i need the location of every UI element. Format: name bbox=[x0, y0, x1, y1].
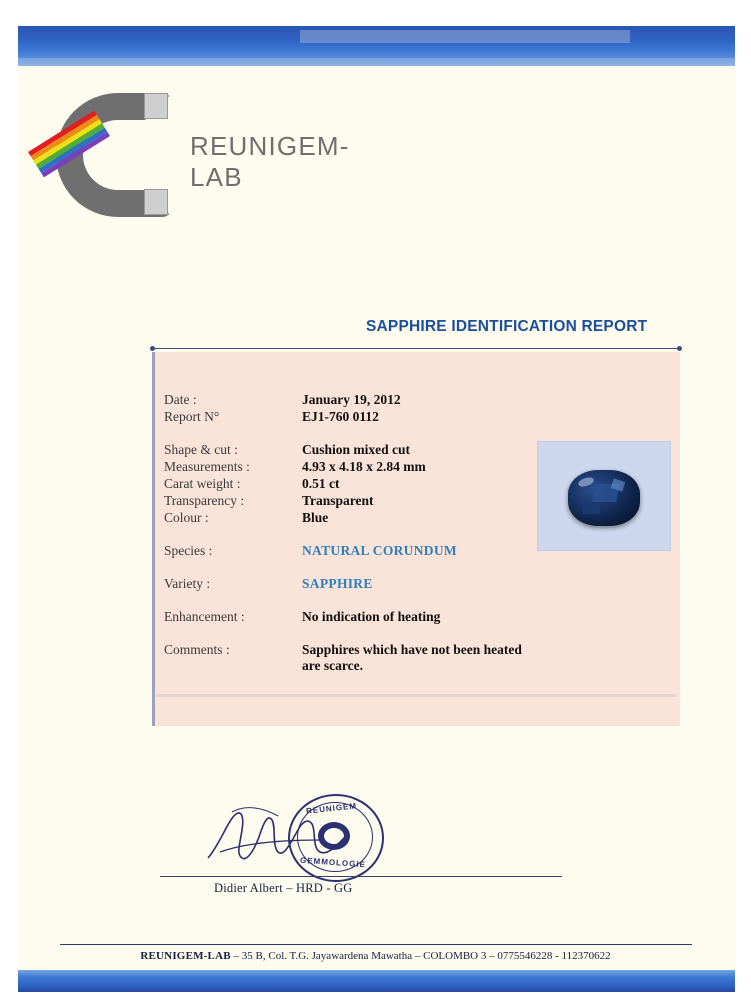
field-value: No indication of heating bbox=[302, 609, 441, 624]
brand-name: REUNIGEM-LAB bbox=[190, 131, 350, 192]
logo-tip-bottom bbox=[144, 189, 168, 215]
footer bbox=[0, 950, 751, 962]
field-value: SAPPHIRE bbox=[302, 576, 373, 591]
gem-facet bbox=[582, 502, 600, 514]
field-row-carat-weight bbox=[164, 476, 524, 493]
page-title: SAPPHIRE IDENTIFICATION REPORT bbox=[366, 318, 648, 335]
gemstone-photo bbox=[537, 441, 671, 551]
footer-address: – 35 B, Col. T.G. Jayawardena Mawatha – COLOMBO 3 – 0775546228 - 112370622 bbox=[230, 950, 611, 962]
title-divider bbox=[152, 348, 680, 349]
page-margin-right bbox=[735, 0, 751, 1000]
page-margin-left bbox=[0, 0, 18, 1000]
field-row-enhancement bbox=[164, 609, 524, 626]
gem-highlight bbox=[577, 476, 595, 489]
field-value: January 19, 2012 bbox=[302, 392, 401, 407]
field-label: Date : bbox=[164, 392, 197, 407]
field-row-transparency bbox=[164, 493, 524, 510]
stamp-center bbox=[318, 822, 350, 850]
field-row-species bbox=[164, 543, 524, 560]
brand-logo bbox=[48, 85, 350, 225]
panel-left-rule bbox=[152, 352, 155, 726]
magnet-c-logo-icon bbox=[56, 93, 196, 221]
field-label: Variety : bbox=[164, 576, 211, 591]
header-band-highlight bbox=[300, 30, 630, 43]
signature-divider bbox=[160, 876, 562, 877]
field-row-shape-cut bbox=[164, 442, 524, 459]
page-margin-top bbox=[0, 0, 751, 26]
field-label: Shape & cut : bbox=[164, 442, 238, 457]
stamp-top-text: REUNIGEM bbox=[305, 801, 358, 816]
logo-tip-top bbox=[144, 93, 168, 119]
stamp-bottom-text: GEMMOLOGIE bbox=[299, 855, 367, 870]
field-value: 4.93 x 4.18 x 2.84 mm bbox=[302, 459, 426, 474]
field-value: Transparent bbox=[302, 493, 374, 508]
sapphire-gem-image bbox=[568, 470, 640, 526]
scan-artefact bbox=[156, 694, 676, 697]
field-label: Enhancement : bbox=[164, 609, 245, 624]
field-row-measurements bbox=[164, 459, 524, 476]
field-label: Carat weight : bbox=[164, 476, 241, 491]
field-label: Measurements : bbox=[164, 459, 250, 474]
field-row-variety bbox=[164, 576, 524, 593]
field-row-report-number bbox=[164, 409, 524, 426]
field-row-comments bbox=[164, 642, 524, 673]
footer-lab-name: REUNIGEM-LAB bbox=[140, 950, 231, 962]
details-field-list bbox=[164, 392, 524, 673]
field-value: Cushion mixed cut bbox=[302, 442, 411, 457]
footer-band bbox=[10, 970, 741, 992]
header-band-lower-highlight bbox=[10, 58, 741, 66]
field-row-date bbox=[164, 392, 524, 409]
field-value: EJ1-760 0112 bbox=[302, 409, 379, 424]
field-row-colour bbox=[164, 510, 524, 527]
lab-stamp-icon bbox=[288, 794, 386, 882]
page-margin-bottom bbox=[0, 992, 751, 1000]
field-value: Blue bbox=[302, 510, 329, 525]
footer-divider bbox=[60, 944, 692, 945]
field-value: NATURAL CORUNDUM bbox=[302, 543, 457, 558]
field-value: 0.51 ct bbox=[302, 476, 340, 491]
field-label: Report N° bbox=[164, 409, 220, 424]
header-band bbox=[10, 26, 741, 66]
signatory-name: Didier Albert – HRD - GG bbox=[214, 881, 353, 895]
field-label: Colour : bbox=[164, 510, 209, 525]
field-value: Sapphires which have not been heated are scarce. bbox=[302, 642, 522, 673]
field-label: Transparency : bbox=[164, 493, 245, 508]
field-label: Species : bbox=[164, 543, 213, 558]
field-label: Comments : bbox=[164, 642, 230, 657]
